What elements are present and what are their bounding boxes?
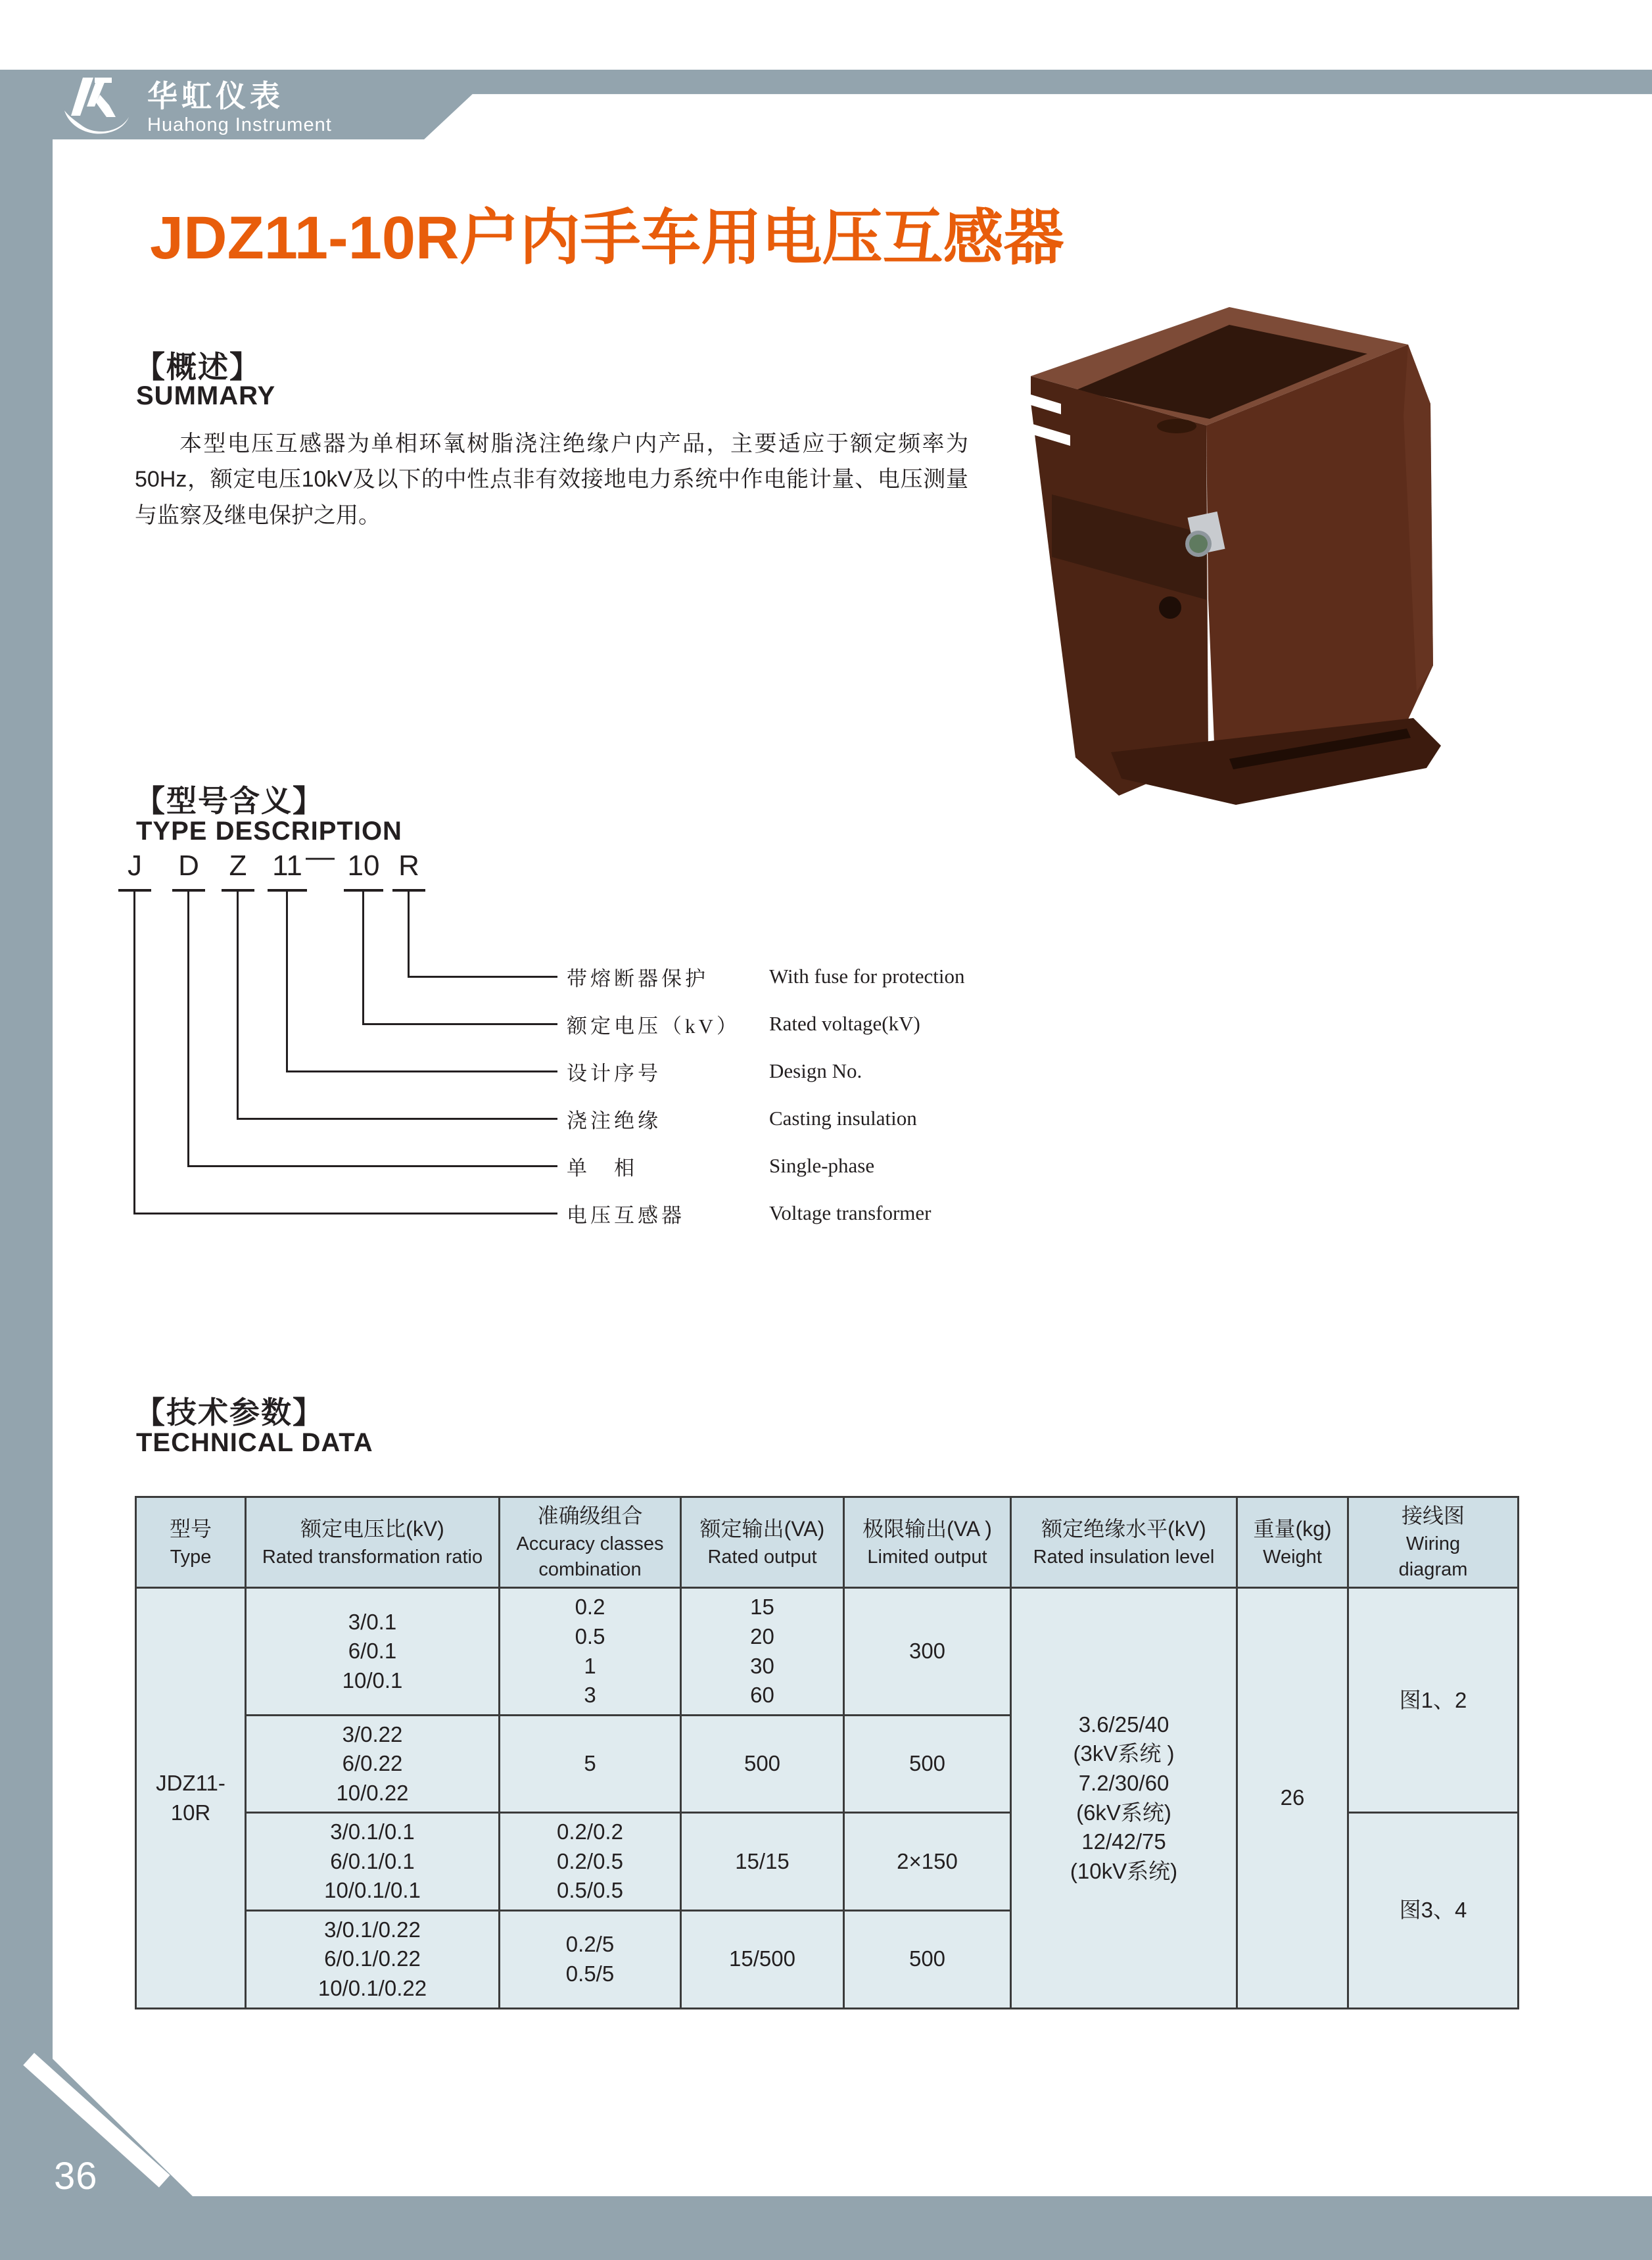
left-side-strip [0, 70, 53, 2260]
diagram-label-en: Voltage transformer [769, 1201, 932, 1224]
connector-J [133, 1213, 557, 1214]
col-header-insulation: 额定绝缘水平(kV) Rated insulation level [1011, 1497, 1237, 1588]
col-header-wiring: 接线图 Wiring diagram [1348, 1497, 1519, 1588]
drop-line-Z [237, 892, 239, 1120]
drop-line-D [187, 892, 189, 1167]
cell-rated-output: 15 20 30 60 [681, 1588, 844, 1715]
diagram-label-en: Design No. [769, 1059, 862, 1082]
col-header-ratio: 额定电压比(kV) Rated transformation ratio [246, 1497, 500, 1588]
table-row [136, 1588, 1519, 1715]
type-heading-en: TYPE DESCRIPTION [136, 817, 402, 846]
diagram-label-en: With fuse for protection [769, 965, 965, 988]
code-char-Z: Z [229, 850, 247, 882]
col-header-rated-output: 额定输出(VA) Rated output [681, 1497, 844, 1588]
code-dash: — [306, 840, 335, 873]
col-header-accuracy: 准确级组合 Accuracy classes combination [500, 1497, 681, 1588]
drop-line-R [408, 892, 410, 978]
diagram-label-en: Casting insulation [769, 1107, 917, 1130]
huahong-logo-icon [60, 76, 138, 139]
cell-rated-output: 15/500 [681, 1910, 844, 2008]
page-number: 36 [54, 2155, 98, 2198]
cell-ratio: 3/0.1/0.1 6/0.1/0.1 10/0.1/0.1 [246, 1813, 500, 1911]
drop-line-11 [286, 892, 288, 1072]
cell-accuracy: 0.2 0.5 1 3 [500, 1588, 681, 1715]
cell-wiring-diagram: 图3、4 [1348, 1813, 1519, 2008]
cell-accuracy: 0.2/5 0.5/5 [500, 1910, 681, 2008]
diagram-label-cn: 电压互感器 [567, 1203, 685, 1227]
cell-limited-output: 500 [844, 1715, 1011, 1813]
technical-data-table [135, 1496, 1519, 2009]
summary-heading-cn: 【概述】 [135, 350, 261, 384]
connector-D [187, 1165, 557, 1167]
diagram-label-en: Rated voltage(kV) [769, 1012, 920, 1035]
cell-accuracy: 0.2/0.2 0.2/0.5 0.5/0.5 [500, 1813, 681, 1911]
cell-limited-output: 500 [844, 1910, 1011, 2008]
cell-wiring-diagram: 图1、2 [1348, 1588, 1519, 1813]
cell-type: JDZ11-10R [136, 1588, 246, 2008]
table-header-row [136, 1497, 1519, 1588]
col-header-limited-output: 极限输出(VA ) Limited output [844, 1497, 1011, 1588]
page-title: JDZ11-10R户内手车用电压互感器 [150, 204, 1064, 272]
diagram-label-cn: 设计序号 [567, 1061, 661, 1085]
cell-limited-output: 2×150 [844, 1813, 1011, 1911]
cell-accuracy: 5 [500, 1715, 681, 1813]
cell-rated-output: 15/15 [681, 1813, 844, 1911]
logo-name-en: Huahong Instrument [147, 114, 332, 135]
type-heading-cn: 【型号含义】 [135, 784, 324, 818]
technical-heading-cn: 【技术参数】 [135, 1395, 324, 1430]
drop-line-J [133, 892, 135, 1214]
cell-limited-output: 300 [844, 1588, 1011, 1715]
code-char-D: D [178, 850, 199, 882]
cell-ratio: 3/0.1 6/0.1 10/0.1 [246, 1588, 500, 1715]
diagram-label-cn: 带熔断器保护 [567, 967, 709, 990]
col-header-weight: 重量(kg) Weight [1237, 1497, 1348, 1588]
bottom-band [0, 2196, 1652, 2260]
col-header-type: 型号 Type [136, 1497, 246, 1588]
cell-weight: 26 [1237, 1588, 1348, 2008]
cell-ratio: 3/0.22 6/0.22 10/0.22 [246, 1715, 500, 1813]
connector-11 [286, 1070, 557, 1072]
connector-Z [237, 1118, 557, 1120]
diagram-label-en: Single-phase [769, 1154, 875, 1177]
cell-insulation: 3.6/25/40 (3kV系统 ) 7.2/30/60 (6kV系统) 12/42/75 (10kV系统) [1011, 1588, 1237, 2008]
logo-name-cn: 华虹仪表 [147, 79, 284, 114]
diagram-label-cn: 额定电压（kV） [567, 1014, 740, 1038]
technical-heading-en: TECHNICAL DATA [136, 1428, 373, 1457]
brand-logo [60, 76, 332, 139]
cell-ratio: 3/0.1/0.22 6/0.1/0.22 10/0.1/0.22 [246, 1910, 500, 2008]
code-char-11: 11 [272, 850, 302, 882]
code-char-10: 10 [347, 850, 380, 882]
drop-line-10 [362, 892, 364, 1025]
diagram-label-cn: 单 相 [567, 1156, 638, 1180]
diagram-label-cn: 浇注绝缘 [567, 1109, 661, 1132]
summary-paragraph: 本型电压互感器为单相环氧树脂浇注绝缘户内产品，主要适应于额定频率为50Hz，额定电压10kV及以下的中性点非有效接地电力系统中作电能计量、电压测量与监察及继电保护之用。 [135, 431, 968, 528]
code-char-R: R [398, 850, 419, 882]
code-char-J: J [128, 850, 142, 882]
connector-R [408, 976, 557, 978]
cell-rated-output: 500 [681, 1715, 844, 1813]
summary-heading-en: SUMMARY [136, 381, 276, 410]
product-photo [1012, 297, 1446, 810]
connector-10 [362, 1023, 557, 1025]
